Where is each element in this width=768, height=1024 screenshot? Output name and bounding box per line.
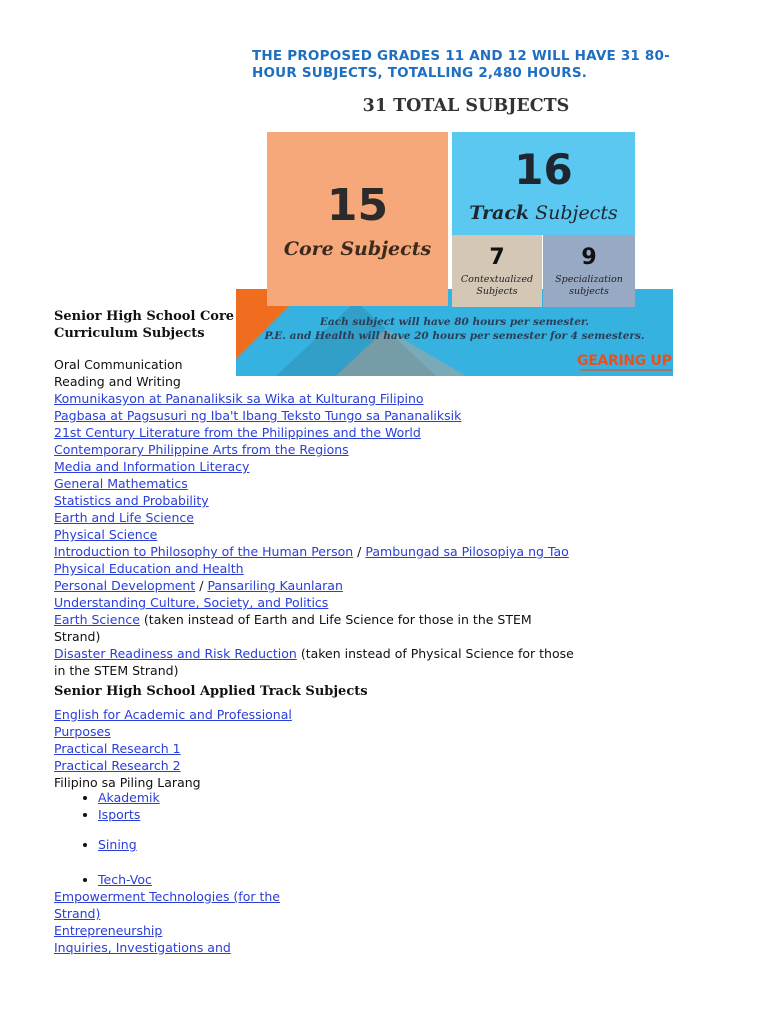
core-link-pagbasa[interactable]: Pagbasa at Pagsusuri ng Iba't Ibang Teksto Tungo sa Pananaliksik	[54, 408, 462, 423]
specialization-label: Specialization subjects	[555, 274, 623, 297]
core-link-pambungad[interactable]: Pambungad sa Pilosopiya ng Tao	[365, 544, 569, 559]
applied-link-english-academic-cont[interactable]: Purposes	[54, 724, 111, 739]
sub-link-sining[interactable]: Sining	[98, 837, 137, 852]
core-item-oral-communication: Oral Communication	[54, 357, 183, 372]
list-item	[98, 806, 160, 823]
core-link-contemporary-arts[interactable]: Contemporary Philippine Arts from the Regions	[54, 442, 349, 457]
separator: /	[195, 578, 208, 593]
applied-link-inquiries[interactable]: Inquiries, Investigations and	[54, 940, 231, 955]
headline: THE PROPOSED GRADES 11 AND 12 WILL HAVE 31 80-HOUR SUBJECTS, TOTALLING 2,480 HOURS.	[252, 48, 670, 81]
band-note	[236, 315, 673, 343]
separator: /	[353, 544, 366, 559]
core-heading-line2: Curriculum Subjects	[54, 326, 205, 341]
core-link-general-mathematics[interactable]: General Mathematics	[54, 476, 188, 491]
band-note-line2: P.E. and Health will have 20 hours per semester for 4 semesters.	[264, 330, 645, 342]
applied-link-entrepreneurship[interactable]: Entrepreneurship	[54, 923, 163, 938]
applied-link-practical-research-1[interactable]: Practical Research 1	[54, 741, 181, 756]
specialization-number: 9	[581, 245, 597, 270]
applied-link-empowerment-tech-cont[interactable]: Strand)	[54, 906, 101, 921]
track-number: 16	[514, 145, 573, 194]
list-item	[98, 871, 160, 888]
applied-subject-list	[54, 706, 292, 791]
applied-link-english-academic[interactable]: English for Academic and Professional	[54, 707, 292, 722]
list-item	[98, 789, 160, 806]
applied-link-empowerment-tech[interactable]: Empowerment Technologies (for the	[54, 889, 280, 904]
core-link-disaster-readiness[interactable]: Disaster Readiness and Risk Reduction	[54, 646, 297, 661]
core-subject-list	[54, 356, 574, 679]
sub-link-isports[interactable]: Isports	[98, 807, 141, 822]
core-section-heading	[54, 308, 234, 342]
earth-science-note: (taken instead of Earth and Life Science for those in the STEM	[139, 612, 532, 627]
core-label: Core Subjects	[283, 238, 432, 260]
track-label	[452, 202, 635, 224]
logo-underline	[580, 369, 672, 371]
core-link-understanding-culture[interactable]: Understanding Culture, Society, and Politics	[54, 595, 329, 610]
core-heading-line1: Senior High School Core	[54, 309, 235, 324]
core-link-pansariling-kaunlaran[interactable]: Pansariling Kaunlaran	[207, 578, 343, 593]
earth-science-note-cont: Strand)	[54, 629, 101, 644]
infographic-title: 31 TOTAL SUBJECTS	[362, 96, 570, 116]
contextualized-number: 7	[489, 245, 505, 270]
core-link-physical-science[interactable]: Physical Science	[54, 527, 158, 542]
band-note-line1: Each subject will have 80 hours per semester.	[319, 316, 590, 328]
contextualized-label: Contextualized Subjects	[460, 274, 534, 297]
core-link-physical-education[interactable]: Physical Education and Health	[54, 561, 244, 576]
track-label-rest: Subjects	[529, 202, 618, 224]
sub-link-akademik[interactable]: Akademik	[98, 790, 160, 805]
drrr-note-cont: in the STEM Strand)	[54, 663, 179, 678]
core-link-personal-development[interactable]: Personal Development	[54, 578, 196, 593]
applied-link-practical-research-2[interactable]: Practical Research 2	[54, 758, 181, 773]
core-number: 15	[326, 180, 389, 231]
core-link-21st-century-literature[interactable]: 21st Century Literature from the Philippines and the World	[54, 425, 421, 440]
core-item-reading-writing: Reading and Writing	[54, 374, 181, 389]
core-link-earth-life-science[interactable]: Earth and Life Science	[54, 510, 194, 525]
applied-more-list	[54, 888, 280, 956]
track-label-bold: Track	[469, 202, 530, 224]
core-link-komunikasyon[interactable]: Komunikasyon at Pananaliksik sa Wika at Kulturang Filipino	[54, 391, 424, 406]
core-link-statistics[interactable]: Statistics and Probability	[54, 493, 209, 508]
core-link-earth-science[interactable]: Earth Science	[54, 612, 140, 627]
drrr-note: (taken instead of Physical Science for those	[296, 646, 574, 661]
list-item	[98, 836, 160, 853]
filipino-sublist	[74, 789, 160, 888]
applied-item-filipino-piling-larang: Filipino sa Piling Larang	[54, 775, 201, 790]
sub-link-tech-voc[interactable]: Tech-Voc	[98, 872, 152, 887]
applied-section-heading: Senior High School Applied Track Subjects	[54, 684, 368, 699]
core-link-media-literacy[interactable]: Media and Information Literacy	[54, 459, 250, 474]
gearing-up-logo: GEARING UP	[577, 353, 672, 369]
core-link-intro-philosophy[interactable]: Introduction to Philosophy of the Human Person	[54, 544, 354, 559]
